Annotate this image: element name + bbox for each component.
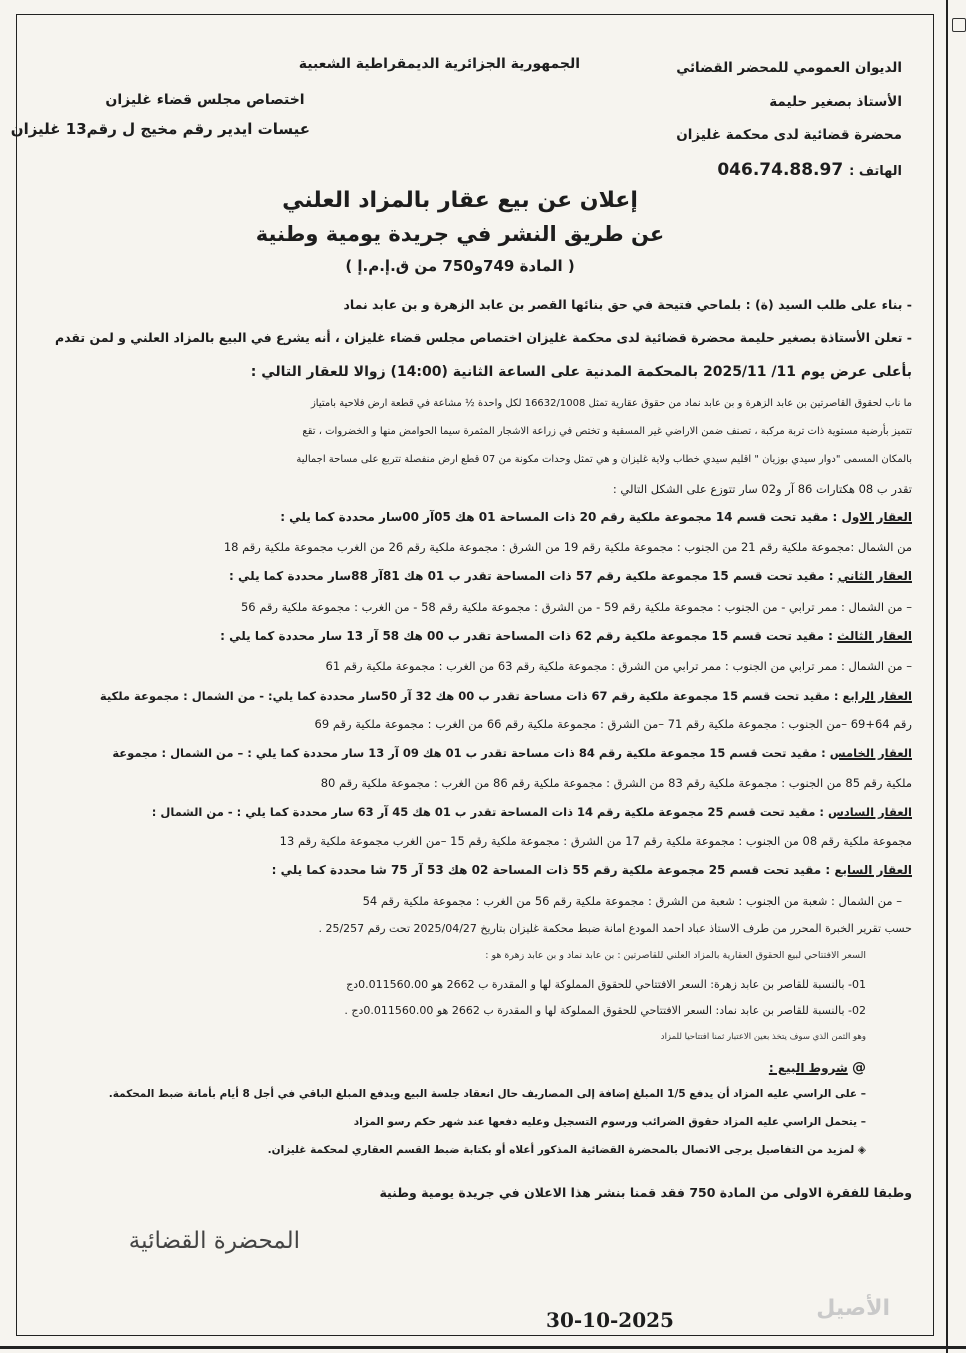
property-bounds: – من الشمال : ممر ترابي من الجنوب : ممر ترابي من الشرق : مجموعة ملكية رقم 63 من الغرب : مجموعة ملكية رقم 61 (325, 659, 912, 673)
court-name: محضرة قضائية لدى محكمة غليزان (676, 127, 902, 143)
price-line: 02- بالنسبة للقاصر بن عابد نماد: السعر الافتتاحي للحقوق المملوكة لها و المقدرة ب 2662 هو 0.011560.00دج . (344, 1004, 866, 1017)
property-1 (92, 510, 912, 524)
description-line: بالمكان المسمى "دوار سيدي بوزيان " اقليم سيدي خطاب ولاية غليزان و هي تمثل وحدات مكونة من 07 قطع ارض منفصلة تتربع على مساحة اجمالية (296, 454, 912, 465)
property-desc: : مقيد تحت قسم 25 مجموعة ملكية رقم 14 ذات المساحة تقدر ب 01 هك 45 آر 63 سار محددة كما يلي : - من الشمال : (151, 805, 824, 819)
property-name: العقار الخامس (829, 746, 912, 760)
phone-label: الهاتف : (849, 164, 902, 179)
price-note: وهو الثمن الذي سوف يتخذ بعين الاعتبار ثمنا افتتاحيا للمزاد (660, 1032, 866, 1042)
phone-row (662, 160, 902, 180)
property-6 (92, 805, 912, 819)
intro-request: - بناء على طلب السيد (ة) : بلماحي فتيحة في حق بنائها القصر بن عابد الزهرة و بن عابد نماد (343, 297, 912, 312)
office-name: الديوان العمومي للمحضر القضائي (676, 60, 902, 76)
conditions-title: شروط البيع : (768, 1061, 848, 1075)
at-icon: @ (852, 1060, 866, 1076)
property-desc: : مقيد تحت قسم 15 مجموعة ملكية رقم 84 ذات مساحة تقدر ب 01 هك 09 آر 13 سار محددة كما يلي : – من الشمال : مجموعة (112, 746, 826, 760)
dash-icon: – (857, 1088, 866, 1100)
property-desc: : مقيد تحت قسم 15 مجموعة ملكية رقم 57 ذات المساحة تقدر ب 01 هك 81آر 88سار محددة كما يلي : (229, 569, 834, 583)
property-desc: : مقيد تحت قسم 14 مجموعة ملكية رقم 20 ذات المساحة 01 هك 05آر 00سار محددة كما يلي : (280, 510, 838, 524)
bottom-divider (0, 1346, 966, 1349)
expertise-report: حسب تقرير الخبرة المحرر من طرف الاستاذ عباد احمد المودع امانة ضبط محكمة غليزان بتاريخ 2025/04/27 تحت رقم 25/257 . (318, 922, 912, 935)
closing-statement: وطبقا للفقرة الاولى من المادة 750 فقد قمنا بنشر هذا الاعلان في جريدة يومية وطنية (379, 1185, 912, 1200)
corner-mark (952, 18, 966, 32)
condition-item (86, 1144, 866, 1156)
price-line: 01- بالنسبة للقاصر بن عابد زهرة: السعر الافتتاحي للحقوق المملوكة لها و المقدرة ب 2662 هو 0.011560.00دج (346, 978, 866, 991)
property-desc: : مقيد تحت قسم 25 مجموعة ملكية رقم 55 ذات المساحة 02 هك 53 آر 75 شا محددة كما يلي : (271, 863, 831, 877)
intro-date: بأعلى عرض يوم 11/ 2025/11 بالمحكمة المدنية على الساعة الثانية (14:00) زوالا للعقار التالي : (250, 364, 912, 380)
property-bounds: ملكية رقم 85 من الجنوب : مجموعة ملكية رقم 83 من الشرق : مجموعة ملكية رقم 86 من الغرب : مجموعة ملكية رقم 80 (320, 776, 912, 790)
condition-text: على الراسي عليه المزاد أن يدفع 1/5 المبلغ إضافة إلى المصاريف حال انعقاد جلسة البيع ويدفع المبلغ الباقي في أجل 8 أيام بأمانة ضبط المحكمة. (108, 1088, 858, 1100)
conditions-heading (566, 1060, 866, 1076)
property-bounds: من الشمال :مجموعة ملكية رقم 21 من الجنوب : مجموعة ملكية رقم 19 من الشرق : مجموعة ملكية رقم 26 من الغرب مجموعة ملكية رقم 18 (223, 540, 912, 554)
phone-number: 046.74.88.97 (717, 160, 844, 180)
price-intro: السعر الافتتاحي لبيع الحقوق العقارية بالمزاد العلني للقاصرتين : بن عابد نماد و بن عابد زهرة هو : (485, 950, 866, 961)
property-bounds: مجموعة ملكية رقم 08 من الجنوب : مجموعة ملكية رقم 17 من الشرق : مجموعة ملكية رقم 15 –من الغرب مجموعة ملكية رقم 13 (279, 834, 912, 848)
bailiff-name: الأستاذ بصغير حليمة (769, 94, 902, 110)
newspaper-logo: الأصيل (816, 1296, 890, 1321)
title-line-2: عن طريق النشر في جريدة يومية وطنية (255, 222, 665, 246)
property-7 (92, 863, 912, 877)
condition-item (86, 1116, 866, 1128)
property-5 (92, 746, 912, 760)
republic-heading: الجمهورية الجزائرية الديمقراطية الشعبية (298, 56, 580, 72)
office-address: عيسات ايدير رقم مخيج ل رقم13 غليزان (10, 120, 310, 138)
property-name: العقار السادس (827, 805, 912, 819)
property-3 (92, 629, 912, 643)
property-bounds: رقم 64+69 –من الجنوب : مجموعة ملكية رقم 71 –من الشرق : مجموعة ملكية رقم 66 من الغرب : مجموعة ملكية رقم 69 (314, 717, 912, 731)
property-name: العقار السابع (834, 863, 912, 877)
property-name: العقار الثاني (837, 569, 912, 583)
column-divider (946, 0, 948, 1353)
description-line: ما ناب لحقوق القاصرتين بن عابد الزهرة و بن عابد نماد من حقوق عقارية تمثل 16632/1008 لكل واحدة ½ مشاعة في قطعة ارض فلاحية بامتياز (310, 398, 912, 409)
description-line: تقدر ب 08 هكتارات 86 آر و02 سار تتوزع على الشكل التالي : (612, 482, 912, 496)
property-name: العقار الثالث (837, 629, 912, 643)
title-line-1: إعلان عن بيع عقار بالمزاد العلني (282, 188, 638, 213)
description-line: تتميز بأرضية مستوية ذات تربة مركبة ، تصنف ضمن الاراضي غير المسقية و تختص في زراعة الاشجار المثمرة سيما الحوامض منها و الخضروات ، تقع (302, 426, 912, 437)
title-line-3: ( المادة 749و750 من ق.إ.م.إ ) (345, 257, 575, 275)
dash-icon: – (857, 1116, 866, 1128)
property-desc: : مقيد تحت قسم 15 مجموعة ملكية رقم 62 ذات المساحة تقدر ب 00 هك 58 آر 13 سار محددة كما يلي : (220, 629, 833, 643)
condition-text: يتحمل الراسي عليه المزاد حقوق الضرائب ورسوم التسجيل وعليه دفعها عند شهر حكم رسو المزاد (353, 1116, 858, 1128)
property-name: العقار الاول (841, 510, 912, 524)
property-bounds: – من الشمال : ممر ترابي - من الجنوب : مجموعة ملكية رقم 59 - من الشرق : مجموعة ملكية رقم 58 - من الغرب : مجموعة ملكية رقم 56 (240, 600, 912, 614)
diamond-icon: ◈ (854, 1144, 866, 1156)
property-name: العقار الرابع (842, 689, 912, 703)
publication-date: 30-10-2025 (546, 1308, 674, 1332)
property-4 (92, 689, 912, 703)
property-desc: : مقيد تحت قسم 15 مجموعة ملكية رقم 67 ذات مساحة تقدر ب 00 هك 32 آر 50سار محددة كما يلي: - من الشمال : مجموعة ملكية (99, 689, 839, 703)
intro-announcement: - تعلن الأستاذة بصغير حليمة محضرة قضائية لدى محكمة غليزان اختصاص مجلس قضاء غليزان ، أنه يشرع في البيع بالمزاد العلني و لمن تقدم (55, 330, 912, 345)
signature: المحضرة القضائية (128, 1228, 300, 1254)
condition-text: لمزيد من التفاصيل يرجى الاتصال بالمحضرة القضائية المذكور أعلاه أو بكتابة ضبط القسم العقاري لمحكمة غليزان. (267, 1144, 855, 1156)
property-2 (92, 569, 912, 583)
property-bounds: – من الشمال : شعبة من الجنوب : شعبة من الشرق : مجموعة ملكية رقم 56 من الغرب : مجموعة ملكية رقم 54 (362, 894, 902, 908)
jurisdiction-text: اختصاص مجلس قضاء غليزان (105, 92, 305, 108)
condition-item (86, 1088, 866, 1100)
